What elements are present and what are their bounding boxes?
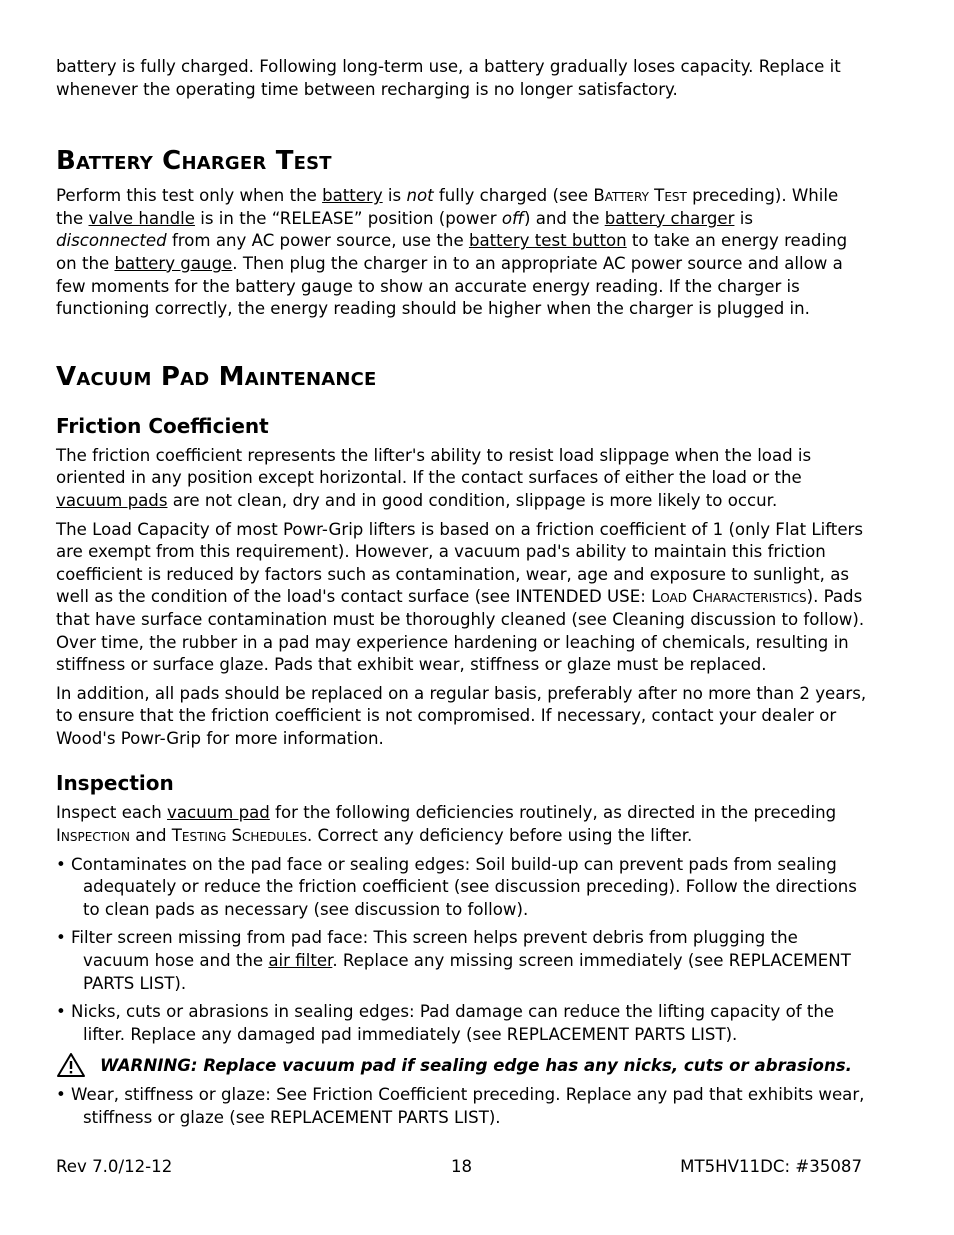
inspection-heading: Inspection (56, 771, 174, 796)
load-characteristics-ref: Load Characteristics (651, 587, 807, 607)
battery-test-button-term: battery test button (468, 231, 627, 251)
friction-paragraph-2: The Load Capacity of most Powr-Grip lifters is based on a friction coefficient of 1 (only Flat Lifters are exempt from this requirement). However, a vacuum pad's ability to maintain this friction coefficient is reduced by factors such as contamination, wear, age and exposure to sunlight, as well as the condition of the load's contact surface (see INTENDED USE: Load Characteristics). Pads that have surface contamination must be thoroughly cleaned (see Cleaning discussion to follow). Over time, the rubber in a pad may experience hardening or leaching of chemicals, resulting in stiffness or surface glaze. Pads that exhibit wear, stiffness or glaze must be replaced. (56, 519, 865, 675)
friction-paragraph-1: The friction coefficient represents the lifter's ability to resist load slippage when the load is oriented in any position except horizontal. If the contact surfaces of either the load or the vacuum pads are not clean, dry and in good condition, slippage is more likely to occur. (56, 445, 812, 510)
page-number: 18 (451, 1157, 473, 1176)
inspection-paragraph: Inspect each vacuum pad for the following deficiencies routinely, as directed in the preceding Inspection and Testing Schedules. Correct any deficiency before using the lifter. (56, 803, 837, 846)
inspection-bullet-filter-screen: • Filter screen missing from pad face: This screen helps prevent debris from plugging the vacuum hose and the air filter. Replace any missing screen immediately (see REPLACEMENT PARTS LIST). (56, 928, 851, 993)
battery-charger-test-paragraph: Perform this test only when the battery is not fully charged (see Battery Test preceding). While the valve handle is in the “RELEASE” position (power off) and the battery charger is disconnected from any AC power source, use the battery test button to take an energy reading on the battery gauge. Then plug the charger in to an appropriate AC power source and allow a few moments for the battery gauge to show an accurate energy reading. If the charger is functioning correctly, the energy reading should be higher when the charger is plugged in. (56, 186, 848, 319)
warning-triangle-icon (56, 1052, 86, 1078)
inspection-bullet-wear: • Wear, stiffness or glaze: See Friction Coefficient preceding. Replace any pad that exhibits wear, stiffness or glaze (see REPLACEMENT PARTS LIST). (56, 1085, 865, 1127)
vacuum-pad-term: vacuum pad (167, 803, 270, 823)
document-id: MT5HV11DC: #35087 (680, 1157, 862, 1176)
warning-text: WARNING: Replace vacuum pad if sealing edge has any nicks, cuts or abrasions. (100, 1055, 852, 1075)
vacuum-pad-maintenance-heading: Vacuum Pad Maintenance (56, 361, 377, 392)
document-page (56, 56, 868, 1136)
intro-paragraph: battery is fully charged. Following long-term use, a battery gradually loses capacity. Replace it whenever the operating time between recharging is no longer satisfactory. (56, 57, 841, 99)
inspection-bullet-contaminates: • Contaminates on the pad face or sealing edges: Soil build-up can prevent pads from sealing adequately or reduce the friction coefficient (see discussion preceding). Follow the directions to clean pads as necessary (see discussion to follow). (56, 854, 857, 919)
inspection-ref: Inspection (56, 826, 130, 846)
inspection-bullet-nicks: • Nicks, cuts or abrasions in sealing edges: Pad damage can reduce the lifting capacity of the lifter. Replace any damaged pad immediately (see REPLACEMENT PARTS LIST). (56, 1002, 835, 1044)
battery-charger-term: battery charger (604, 208, 735, 228)
friction-paragraph-3: In addition, all pads should be replaced on a regular basis, preferably after no more than 2 years, to ensure that the friction coefficient is not compromised. If necessary, contact your dealer or Wood's Powr-Grip for more information. (56, 683, 867, 748)
revision-label: Rev 7.0/12-12 (56, 1157, 173, 1176)
battery-gauge-term: battery gauge (114, 253, 233, 273)
battery-term: battery (322, 186, 383, 206)
air-filter-term: air filter (268, 951, 333, 971)
battery-test-ref: Battery Test (593, 186, 687, 206)
vacuum-pads-term: vacuum pads (56, 490, 168, 510)
battery-charger-test-heading: Battery Charger Test (56, 146, 332, 177)
valve-handle-term: valve handle (88, 208, 195, 228)
warning-notice (56, 1052, 868, 1078)
testing-schedules-ref: Testing Schedules (171, 826, 307, 846)
friction-coefficient-heading: Friction Coefficient (56, 413, 269, 438)
